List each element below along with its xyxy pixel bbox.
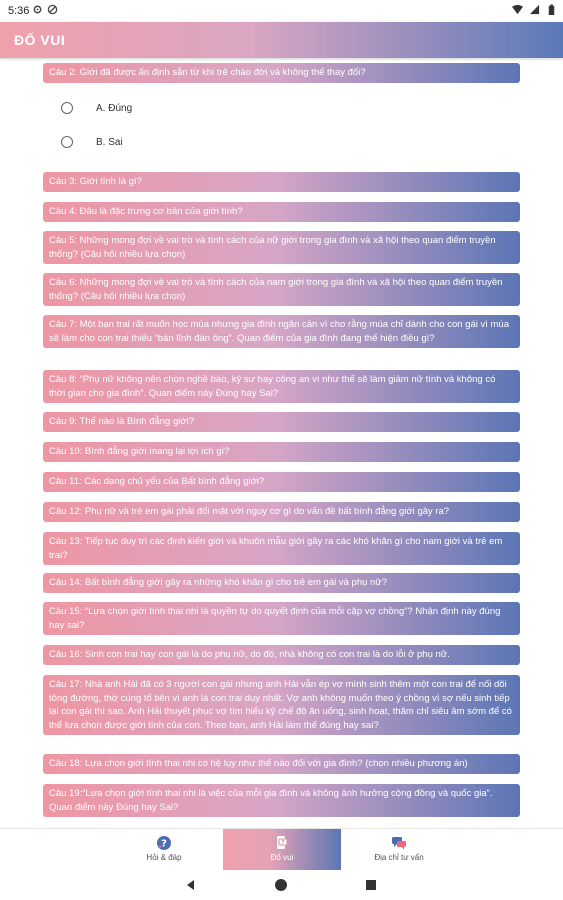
signal-icon bbox=[529, 4, 540, 15]
home-icon[interactable] bbox=[273, 877, 289, 893]
recents-icon[interactable] bbox=[363, 877, 379, 893]
status-bar bbox=[0, 0, 563, 22]
question-19[interactable]: Câu 19:“Lựa chọn giới tính thai nhi là việc của mỗi gia đình và không ảnh hưởng cộng đồng và quốc gia”. Quan điểm này Đúng hay Sai? bbox=[43, 784, 520, 817]
question-7[interactable]: Câu 7: Một bạn trai rất muốn học múa nhưng gia đình ngăn cản vì cho rằng múa chỉ dành cho con gái vì múa sẽ làm cho con trai thiếu “bản lĩnh đàn ông”. Quan điểm của gia đình đang thể hiện điều gì? bbox=[43, 315, 520, 348]
question-15[interactable]: Câu 15: “Lựa chọn giới tính thai nhi là quyền tự do quyết định của mỗi cặp vợ chồng”? Nhận định này đúng hay sai? bbox=[43, 602, 520, 635]
question-18[interactable]: Câu 18: Lựa chọn giới tính thai nhi có hệ lụy như thế nào đối với gia đình? (chọn nhiều phương án) bbox=[43, 754, 520, 774]
svg-text:?: ? bbox=[161, 838, 167, 850]
option-false-label: B. Sai bbox=[96, 136, 123, 148]
chat-bubbles-icon bbox=[391, 835, 407, 851]
question-6[interactable]: Câu 6: Những mong đợi về vai trò và tính cách của nam giới trong gia đình và xã hội theo quan điểm truyền thống? (Câu hỏi nhiều lựa chọn) bbox=[43, 273, 520, 306]
nav-item-counseling[interactable] bbox=[341, 829, 457, 871]
option-true-label: A. Đúng bbox=[96, 102, 133, 114]
question-3[interactable]: Câu 3: Giới tính là gì? bbox=[43, 172, 520, 192]
question-13[interactable]: Câu 13: Tiếp tục duy trì các định kiến giới và khuôn mẫu giới gây ra các khó khăn gì cho nam giới và trẻ em trai? bbox=[43, 532, 520, 565]
question-17[interactable]: Câu 17: Nhà anh Hải đã có 3 người con gái nhưng anh Hải vẫn ép vợ mình sinh thêm một con trai để nối dõi tông đường, thờ cúng tổ tiên vì anh là con trai duy nhất. Vợ anh không muốn theo ý chồng vì sợ nếu sinh tiếp lại con gái thì sao. Anh Hải thuyết phục vợ tìm hiểu kỹ chế độ ăn uống, sinh hoạt, thăm chỉ siêu âm sớm để có thể lựa chọn được giới tính của con. Theo bạn, anh Hải làm thế đúng hay sai? bbox=[43, 675, 520, 735]
question-8[interactable]: Câu 8: “Phụ nữ không nên chọn nghề báo, kỹ sư hay công an vì như thế sẽ làm giảm nữ tính và không có thời gian cho gia đình”. Quan điểm này Đúng hay Sai? bbox=[43, 370, 520, 403]
nav-item-qa-label: Hỏi & đáp bbox=[146, 853, 182, 862]
quiz-list[interactable] bbox=[0, 58, 563, 828]
no-signal-icon bbox=[47, 4, 58, 15]
nav-item-quiz-label: Đố vui bbox=[270, 853, 294, 862]
nav-item-qa[interactable] bbox=[106, 829, 222, 871]
help-bubble-icon bbox=[156, 835, 172, 851]
wifi-icon bbox=[512, 4, 523, 15]
app-bar bbox=[0, 22, 563, 58]
question-2[interactable]: Câu 2: Giới đã được ấn định sẵn từ khi trẻ chào đời và không thể thay đổi? bbox=[43, 63, 520, 83]
question-9[interactable]: Câu 9: Thế nào là Bình đẳng giới? bbox=[43, 412, 520, 432]
radio-button-false[interactable] bbox=[61, 136, 73, 148]
option-false[interactable] bbox=[61, 134, 123, 150]
question-10[interactable]: Câu 10: Bình đẳng giới mang lại lợi ích gì? bbox=[43, 442, 520, 462]
back-icon[interactable] bbox=[183, 877, 199, 893]
bottom-navigation bbox=[0, 828, 563, 871]
question-16[interactable]: Câu 16: Sinh con trai hay con gái là do phụ nữ, do đó, nhà không có con trai là do lỗi ở phụ nữ. bbox=[43, 645, 520, 665]
page-title: ĐỐ VUI bbox=[14, 32, 66, 48]
svg-text:?: ? bbox=[281, 840, 285, 846]
nav-item-counseling-label: Địa chỉ tư vấn bbox=[374, 853, 424, 862]
question-14[interactable]: Câu 14: Bất bình đẳng giới gây ra những khó khăn gì cho trẻ em gái và phụ nữ? bbox=[43, 573, 520, 593]
system-navigation bbox=[0, 870, 563, 900]
question-5[interactable]: Câu 5: Những mong đợi về vai trò và tính cách của nữ giới trong gia đình và xã hội theo quan điểm truyền thống? (Câu hỏi nhiều lựa chọn) bbox=[43, 231, 520, 264]
option-true[interactable] bbox=[61, 100, 132, 116]
question-11[interactable]: Câu 11: Các dạng chủ yếu của Bất bình đẳng giới? bbox=[43, 472, 520, 492]
radio-button-true[interactable] bbox=[61, 102, 73, 114]
question-4[interactable]: Câu 4: Đâu là đặc trưng cơ bản của giới tính? bbox=[43, 202, 520, 222]
nav-item-quiz[interactable] bbox=[223, 829, 341, 871]
question-12[interactable]: Câu 12: Phụ nữ và trẻ em gái phải đối mặt với nguy cơ gì do vấn đề bất bình đẳng giới gây ra? bbox=[43, 502, 520, 522]
status-time: 5:36 bbox=[8, 5, 30, 17]
battery-icon bbox=[546, 4, 557, 15]
quiz-card-icon bbox=[274, 835, 290, 851]
settings-icon bbox=[32, 4, 43, 15]
